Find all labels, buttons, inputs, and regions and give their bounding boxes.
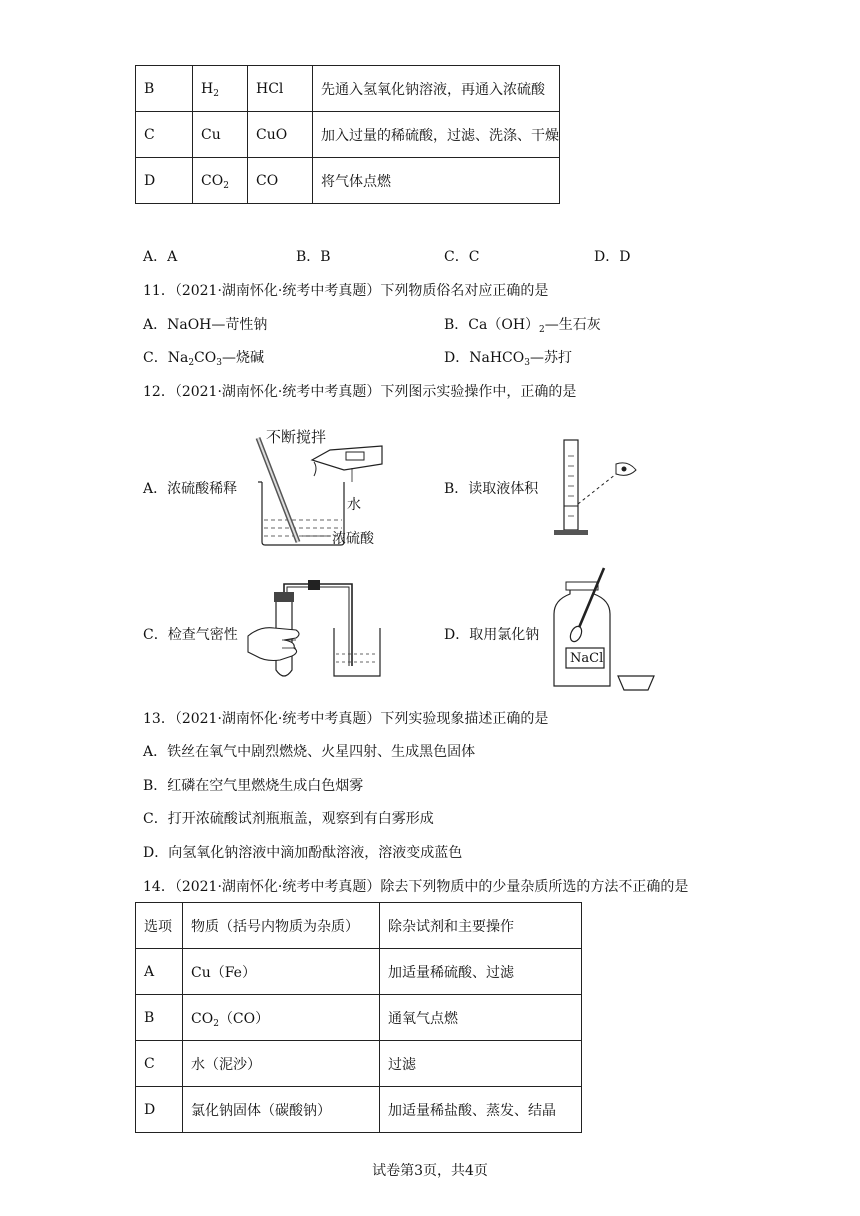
q10-choice-a[interactable]: A．A [143,249,178,265]
option-cell: B [136,995,183,1041]
table-row [136,1087,582,1133]
take-nacl-figure [550,566,670,694]
airtightness-figure [246,580,386,688]
substance-cell: Cu（Fe） [183,949,380,995]
option-cell: D [136,1087,183,1133]
substance-cell: $CO_2$ [193,158,248,204]
q14-header-option: 选项 [136,903,183,949]
q13-choice-b[interactable]: B．红磷在空气里燃烧生成白色烟雾 [143,778,364,794]
q12-stem: 12．（2021·湖南怀化·统考中考真题）下列图示实验操作中，正确的是 [143,384,577,400]
table-row [136,158,560,204]
q13-stem: 13．（2021·湖南怀化·统考中考真题）下列实验现象描述正确的是 [143,711,549,727]
q12-choice-a[interactable]: A．浓硫酸稀释 [143,481,238,497]
q11-choice-c[interactable]: C．$Na_2CO_3—$烧碱 [143,350,264,368]
q11-choice-a[interactable]: A．NaOH—苛性钠 [143,317,268,333]
method-cell: 加入过量的稀硫酸，过滤、洗涤、干燥 [313,112,560,158]
table-row [136,66,560,112]
label-acid: 浓硫酸 [332,531,374,547]
method-cell: 通氧气点燃 [380,995,582,1041]
substance-cell: Cu [193,112,248,158]
label-nacl: NaCl [570,651,604,666]
cylinder-reading-figure [550,436,650,540]
table-q10 [135,65,560,204]
page-footer: 试卷第3页，共4页 [372,1163,488,1179]
table-row [136,949,582,995]
label-stir: 不断搅拌 [266,428,327,446]
q12-choice-b[interactable]: B．读取液体积 [444,481,539,497]
option-cell: D [136,158,193,204]
impurity-cell: CO [248,158,313,204]
q13-choice-d[interactable]: D．向氢氧化钠溶液中滴加酚酞溶液，溶液变成蓝色 [143,845,463,861]
option-cell: C [136,112,193,158]
option-cell: C [136,1041,183,1087]
q11-choice-d[interactable]: D．NaHCO$_3$—苏打 [444,350,572,368]
table-row [136,1041,582,1087]
q10-choice-b[interactable]: B．B [296,249,331,265]
q14-header-method: 除杂试剂和主要操作 [380,903,582,949]
substance-cell: 水（泥沙） [183,1041,380,1087]
method-cell: 过滤 [380,1041,582,1087]
option-cell: B [136,66,193,112]
impurity-cell: HCl [248,66,313,112]
label-water: 水 [347,497,361,513]
method-cell: 先通入氢氧化钠溶液，再通入浓硫酸 [313,66,560,112]
substance-cell: $CO_2(CO)$ [183,995,380,1041]
q12-choice-c[interactable]: C．检查气密性 [143,627,238,643]
q13-choice-c[interactable]: C．打开浓硫酸试剂瓶瓶盖，观察到有白雾形成 [143,811,434,827]
q14-stem: 14．（2021·湖南怀化·统考中考真题）除去下列物质中的少量杂质所选的方法不正确的是 [143,879,689,895]
method-cell: 将气体点燃 [313,158,560,204]
substance-cell: $H_2$ [193,66,248,112]
table-row [136,995,582,1041]
substance-cell: 氯化钠固体（碳酸钠） [183,1087,380,1133]
table-row [136,112,560,158]
impurity-cell: CuO [248,112,313,158]
q14-header-substance: 物质（括号内物质为杂质） [183,903,380,949]
method-cell: 加适量稀硫酸、过滤 [380,949,582,995]
table-q14 [135,902,582,1133]
q11-stem: 11．（2021·湖南怀化·统考中考真题）下列物质俗名对应正确的是 [143,283,549,299]
method-cell: 加适量稀盐酸、蒸发、结晶 [380,1087,582,1133]
q11-choice-b[interactable]: B．$Ca(OH)_2—$生石灰 [444,317,601,335]
q10-choice-c[interactable]: C．C [444,249,480,265]
option-cell: A [136,949,183,995]
q12-choice-d[interactable]: D．取用氯化钠 [444,627,540,643]
q10-choice-d[interactable]: D．D [594,249,631,265]
q13-choice-a[interactable]: A．铁丝在氧气中剧烈燃烧、火星四射、生成黑色固体 [143,744,476,760]
